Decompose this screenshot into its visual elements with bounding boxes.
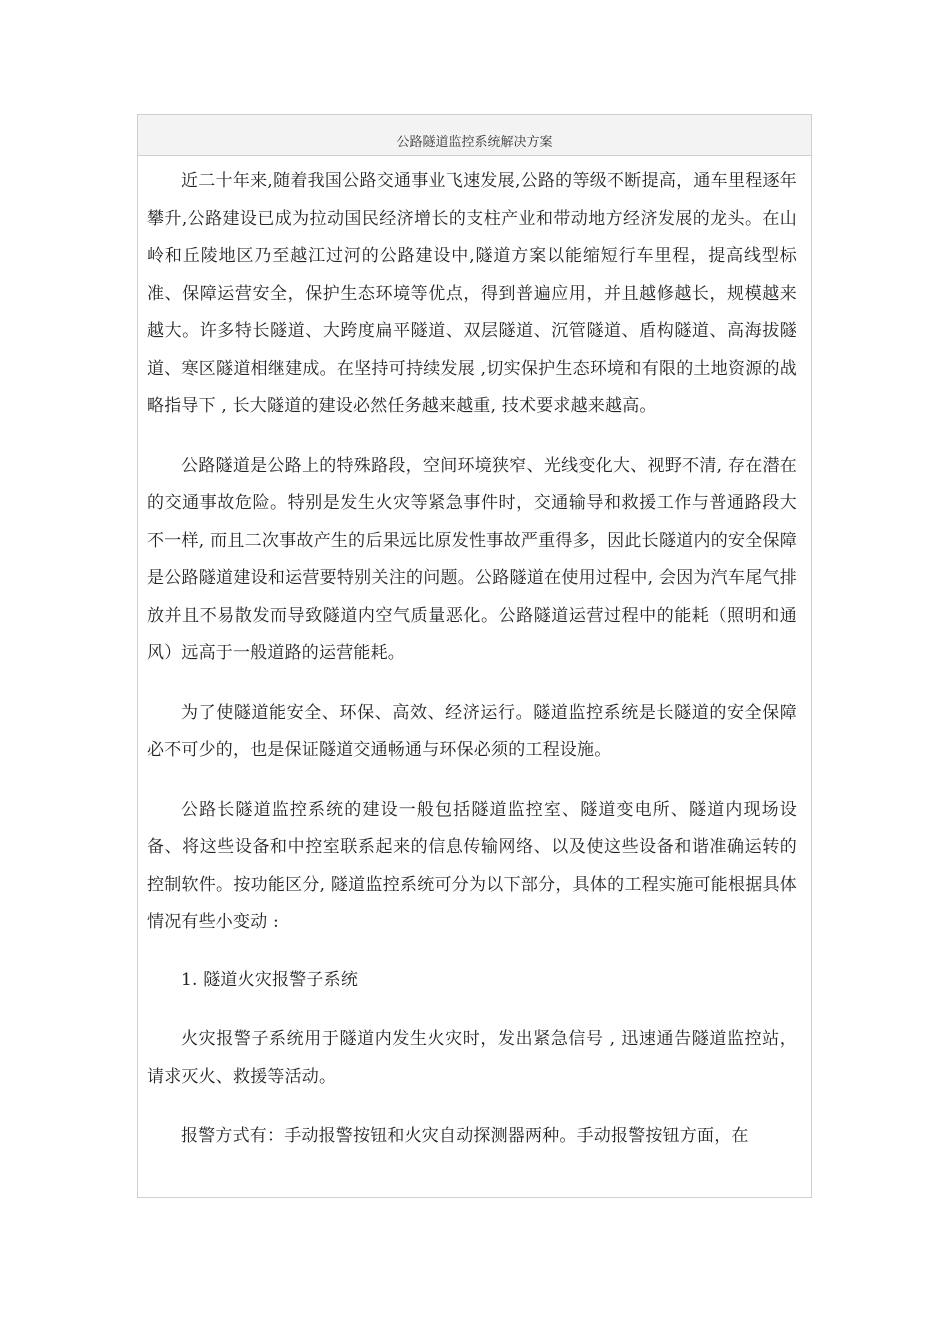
paragraph-fire-alarm-purpose: 火灾报警子系统用于隧道内发生火灾时，发出紧急信号 , 迅速通告隧道监控站，请求灭火、救援等活动。 [147, 1029, 797, 1087]
document-frame [137, 114, 812, 1198]
paragraph-monitoring-purpose: 为了使隧道能安全、环保、高效、经济运行。隧道监控系统是长隧道的安全保障必不可少的，也是保证隧道交通畅通与环保必须的工程设施。 [147, 702, 797, 760]
paragraph-alarm-methods: 报警方式有：手动报警按钮和火灾自动探测器两种。手动报警按钮方面，在 [181, 1126, 749, 1146]
paragraph-tunnel-risks: 公路隧道是公路上的特殊路段，空间环境狭窄、光线变化大、视野不清, 存在潜在的交通事故危险。特别是发生火灾等紧急事件时，交通输导和救援工作与普通路段大不一样, 而且二次事故产生的后果远比原发性事故严重得多，因此长隧道内的安全保障是公路隧道建设和运营要特别关注的问题。公路隧道在使用过程中, 会因为汽车尾气排放并且不易散发而导致隧道内空气质量恶化。公路隧道运营过程中的能耗（照明和通风）远高于一般道路的运营能耗。 [147, 455, 797, 663]
paragraph-system-components: 公路长隧道监控系统的建设一般包括隧道监控室、隧道变电所、隧道内现场设备、将这些设备和中控室联系起来的信息传输网络、以及使这些设备和谐准确运转的控制软件。按功能区分, 隧道监控系统可分为以下部分，具体的工程实施可能根据具体情况有些小变动 : [147, 799, 797, 932]
document-body [138, 163, 811, 1156]
document-title: 公路隧道监控系统解决方案 [138, 115, 811, 156]
section-heading-fire-alarm: 1. 隧道火灾报警子系统 [181, 969, 359, 990]
paragraph-intro: 近二十年来,随着我国公路交通事业飞速发展,公路的等级不断提高，通车里程逐年攀升,公路建设已成为拉动国民经济增长的支柱产业和带动地方经济发展的龙头。在山岭和丘陵地区乃至越江过河的公路建设中,隧道方案以能缩短行车里程，提高线型标准、保障运营安全，保护生态环境等优点，得到普遍应用，并且越修越长，规模越来越大。许多特长隧道、大跨度扁平隧道、双层隧道、沉管隧道、盾构隧道、高海拔隧道、寒区隧道相继建成。在坚持可持续发展 ,切实保护生态环境和有限的土地资源的战略指导下 , 长大隧道的建设必然任务越来越重, 技术要求越来越高。 [147, 171, 797, 416]
